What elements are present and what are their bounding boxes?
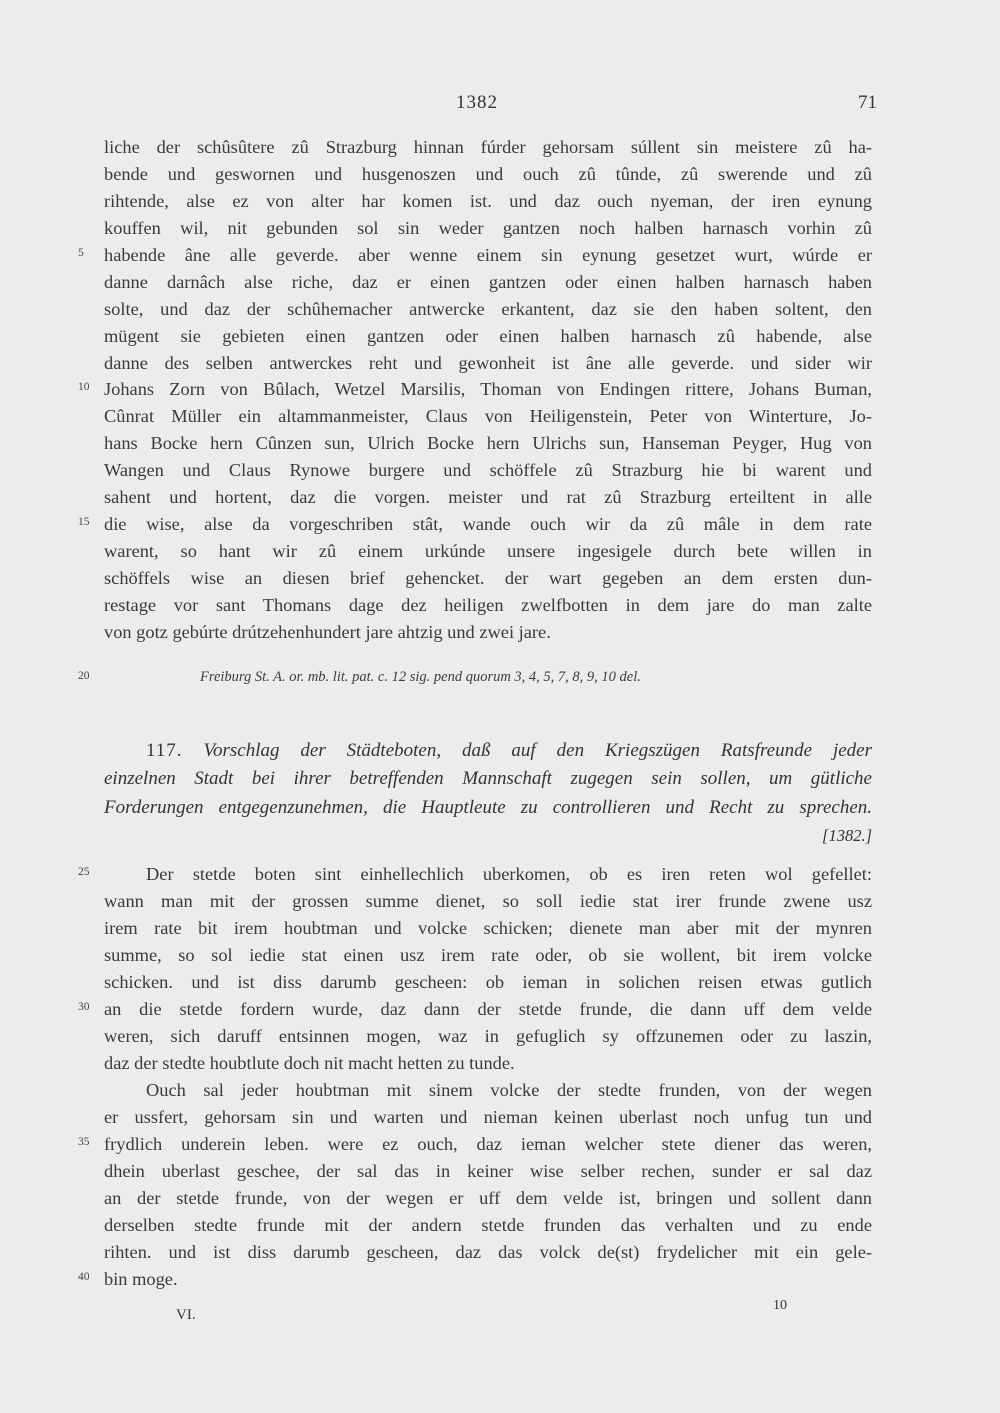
line-number: 25 [78, 866, 90, 878]
text-line: rihten. und ist diss darumb gescheen, daz das volck de(st) frydelicher mit ein gele- [104, 1242, 872, 1262]
document-number: 117. [146, 740, 183, 761]
signature-mark-right: 10 [773, 1298, 787, 1313]
text-line: daz der stedte houbtlute doch nit macht hetten zu tunde. [104, 1053, 515, 1073]
text-line: summe, so sol iedie stat einen usz irem rate oder, ob sie wollent, bit irem volcke [104, 945, 872, 965]
text-line: wann man mit der grossen summe dienet, so soll iedie stat irer frunde zwene usz [104, 891, 872, 911]
signature-mark-left: VI. [176, 1307, 196, 1323]
heading-text: Vorschlag der Städteboten, daß auf den Kriegszügen Ratsfreunde jeder [203, 740, 872, 761]
source-note: Freiburg St. A. or. mb. lit. pat. c. 12 sig. pend quorum 3, 4, 5, 7, 8, 9, 10 del. [200, 669, 641, 685]
heading-line: einzelnen Stadt bei ihrer betreffenden Mannschaft zugegen sein sollen, um gütliche [104, 768, 872, 789]
line-number: 15 [78, 516, 90, 528]
line-number: 30 [78, 1001, 90, 1013]
text-line: liche der schûsûtere zû Strazburg hinnan fúrder gehorsam súllent sin meistere zû ha- [104, 137, 872, 157]
text-line: Der stetde boten sint einhellechlich uberkomen, ob es iren reten wol gefellet: [146, 864, 872, 884]
text-line: dhein uberlast geschee, der sal das in keiner wise selber rechen, sunder er sal daz [104, 1161, 872, 1181]
text-line: bende und geswornen und husgenoszen und ouch zû tûnde, zû swerende und zû [104, 164, 872, 184]
line-number: 20 [78, 670, 90, 682]
text-line: Wangen und Claus Rynowe burgere und schöffele zû Strazburg hie bi warent und [104, 460, 872, 480]
line-number: 40 [78, 1271, 90, 1283]
text-line: schicken. und ist diss darumb gescheen: ob ieman in solichen reisen etwas gutlich [104, 972, 872, 992]
text-line: weren, sich daruff entsinnen mogen, waz in gefuglich sy offzunemen oder zu laszin, [104, 1026, 872, 1046]
text-line: frydlich underein leben. were ez ouch, daz ieman welcher stete diener das weren, [104, 1134, 872, 1154]
text-line: Ouch sal jeder houbtman mit sinem volcke der stedte frunden, von der wegen [146, 1080, 872, 1100]
text-line: kouffen wil, nit gebunden sol sin weder gantzen noch halben harnasch vorhin zû [104, 218, 872, 238]
line-number: 5 [78, 247, 84, 259]
text-line: an der stetde frunde, von der wegen er uff dem velde ist, bringen und sollent dann [104, 1188, 872, 1208]
heading-line [146, 737, 872, 765]
text-line: bin moge. [104, 1269, 178, 1289]
text-line: mügent sie gebieten einen gantzen oder einen halben harnasch zû habende, alse [104, 326, 872, 346]
text-line: er ussfert, gehorsam sin und warten und nieman keinen uberlast noch unfug tun und [104, 1107, 872, 1127]
running-header [0, 92, 1000, 122]
text-line: sahent und hortent, daz die vorgen. meister und rat zû Strazburg erteiltent in alle [104, 487, 872, 507]
text-line: derselben stedte frunde mit der andern stetde frunden das verhalten und zu ende [104, 1215, 872, 1235]
heading-line: Forderungen entgegenzunehmen, die Hauptleute zu controllieren und Recht zu sprechen. [104, 797, 872, 818]
text-line: an die stetde fordern wurde, daz dann der stetde frunde, die dann uff dem velde [104, 999, 872, 1019]
text-line: restage vor sant Thomans dage dez heiligen zwelfbotten in dem jare do man zalte [104, 595, 872, 615]
text-line: warent, so hant wir zû einem urkúnde unsere ingesigele durch bete willen in [104, 541, 872, 561]
text-line: schöffels wise an diesen brief gehencket. der wart gegeben an dem ersten dun- [104, 568, 872, 588]
text-line: habende âne alle geverde. aber wenne einem sin eynung gesetzet wurt, wúrde er [104, 245, 872, 265]
text-line: danne des selben antwerckes reht und gewonheit ist âne alle geverde. und sider wir [104, 353, 872, 373]
header-year: 1382 [456, 92, 498, 113]
text-line: von gotz gebúrte drútzehenhundert jare ahtzig und zwei jare. [104, 622, 551, 642]
line-number: 10 [78, 381, 90, 393]
text-line: rihtende, alse ez von alter har komen ist. und daz ouch nyeman, der iren eynung [104, 191, 872, 211]
page-number: 71 [858, 92, 877, 113]
text-line: solte, und daz der schûhemacher antwercke erkantent, daz sie den haben soltent, den [104, 299, 872, 319]
text-line: irem rate bit irem houbtman und volcke schicken; dienete man aber mit der mynren [104, 918, 872, 938]
line-number: 35 [78, 1136, 90, 1148]
text-line: Cûnrat Müller ein altammanmeister, Claus von Heiligenstein, Peter von Winterture, Jo- [104, 406, 872, 426]
text-line: die wise, alse da vorgeschriben stât, wande ouch wir da zû mâle in dem rate [104, 514, 872, 534]
text-line: hans Bocke hern Cûnzen sun, Ulrich Bocke hern Ulrichs sun, Hanseman Peyger, Hug von [104, 433, 872, 453]
text-line: danne darnâch alse riche, daz er einen gantzen oder einen halben harnasch haben [104, 272, 872, 292]
text-line: Johans Zorn von Bûlach, Wetzel Marsilis, Thoman von Endingen rittere, Johans Buman, [104, 379, 872, 399]
heading-date: [1382.] [822, 826, 872, 845]
